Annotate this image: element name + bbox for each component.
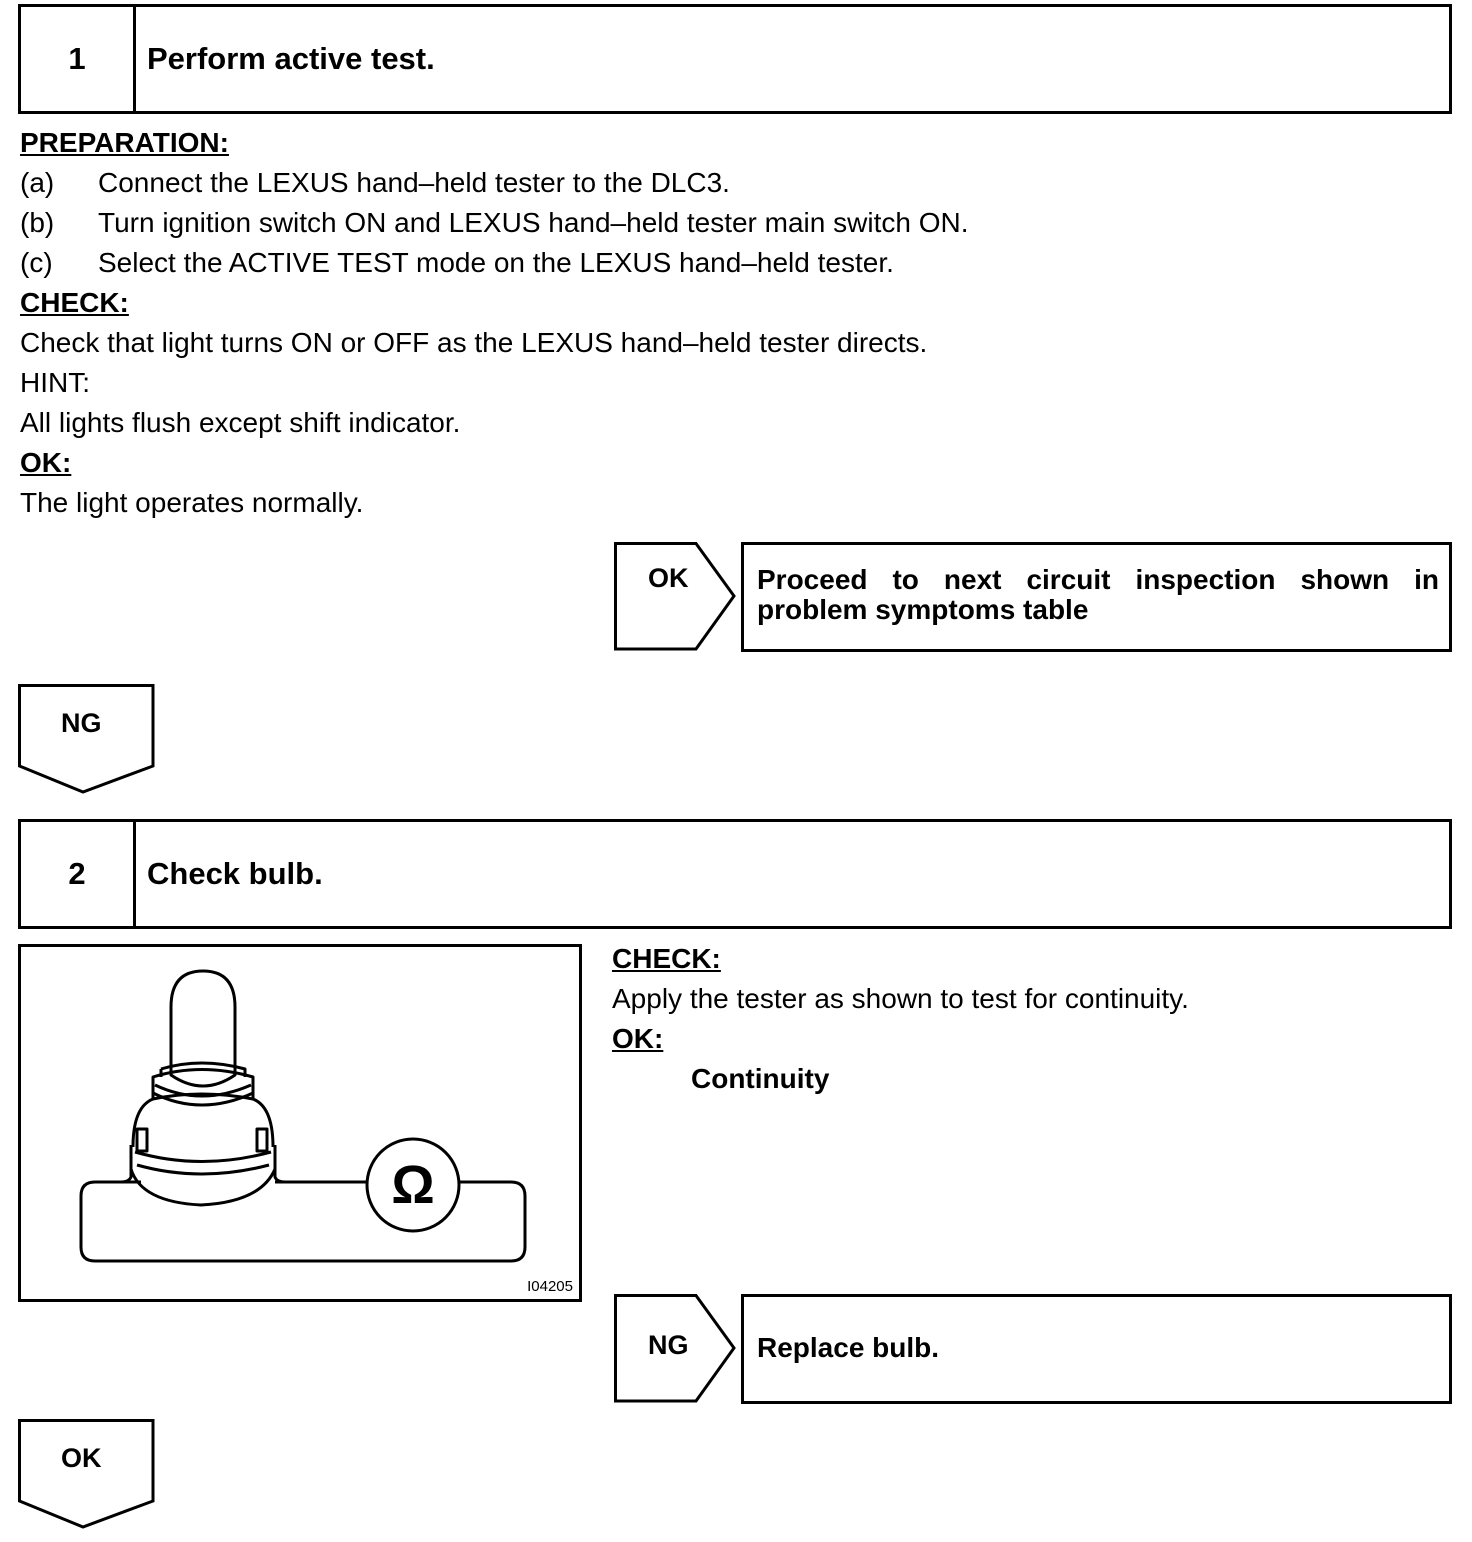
- check-text: Check that light turns ON or OFF as the LEXUS hand–held tester directs.: [20, 327, 928, 358]
- step-2-check-heading: CHECK:: [612, 943, 721, 974]
- ok-heading: OK:: [20, 447, 72, 478]
- check-heading: CHECK:: [20, 287, 129, 318]
- ok-branch-result-text: Proceed to next circuit inspection shown in problem symptoms table: [757, 564, 1439, 625]
- ohm-symbol: Ω: [391, 1155, 435, 1215]
- step-2-number: 2: [21, 822, 136, 926]
- prep-item-c-label: (c): [20, 247, 53, 278]
- step-1-header: [18, 4, 1452, 114]
- ok-branch-label: OK: [648, 563, 689, 593]
- step-1-title: Perform active test.: [147, 41, 435, 76]
- step-1-number: 1: [21, 7, 136, 111]
- step-2-ng-result-text: Replace bulb.: [757, 1332, 940, 1363]
- step-2-ok-down-label: OK: [61, 1443, 102, 1473]
- prep-item-b-text: Turn ignition switch ON and LEXUS hand–held tester main switch ON.: [98, 207, 969, 238]
- bulb-tester-diagram: [21, 947, 579, 1299]
- step-2-ng-branch-label: NG: [648, 1330, 689, 1360]
- ng-down-arrow-shape: [18, 684, 156, 796]
- bulb-figure: [18, 944, 582, 1302]
- step-2-title: Check bulb.: [147, 856, 323, 891]
- step-2-ok-heading: OK:: [612, 1023, 664, 1054]
- hint-heading: HINT:: [20, 367, 90, 398]
- step-2-check-text: Apply the tester as shown to test for continuity.: [612, 983, 1189, 1014]
- prep-item-a-text: Connect the LEXUS hand–held tester to the DLC3.: [98, 167, 730, 198]
- ng-down-label: NG: [61, 708, 102, 738]
- step-2-ok-value: Continuity: [691, 1063, 830, 1094]
- prep-item-b-label: (b): [20, 207, 55, 238]
- prep-item-c-text: Select the ACTIVE TEST mode on the LEXUS hand–held tester.: [98, 247, 894, 278]
- step-2-ng-result-box: [741, 1294, 1452, 1404]
- ok-branch-result-box: [741, 542, 1452, 652]
- preparation-heading: PREPARATION:: [20, 127, 229, 158]
- ok-branch-arrow-shape: [614, 542, 738, 652]
- figure-id: I04205: [527, 1278, 573, 1295]
- hint-text: All lights flush except shift indicator.: [20, 407, 461, 438]
- prep-item-a-label: (a): [20, 167, 55, 198]
- ok-text: The light operates normally.: [20, 487, 364, 518]
- step-2-ok-down-arrow-shape: [18, 1419, 156, 1531]
- step-2-header: [18, 819, 1452, 929]
